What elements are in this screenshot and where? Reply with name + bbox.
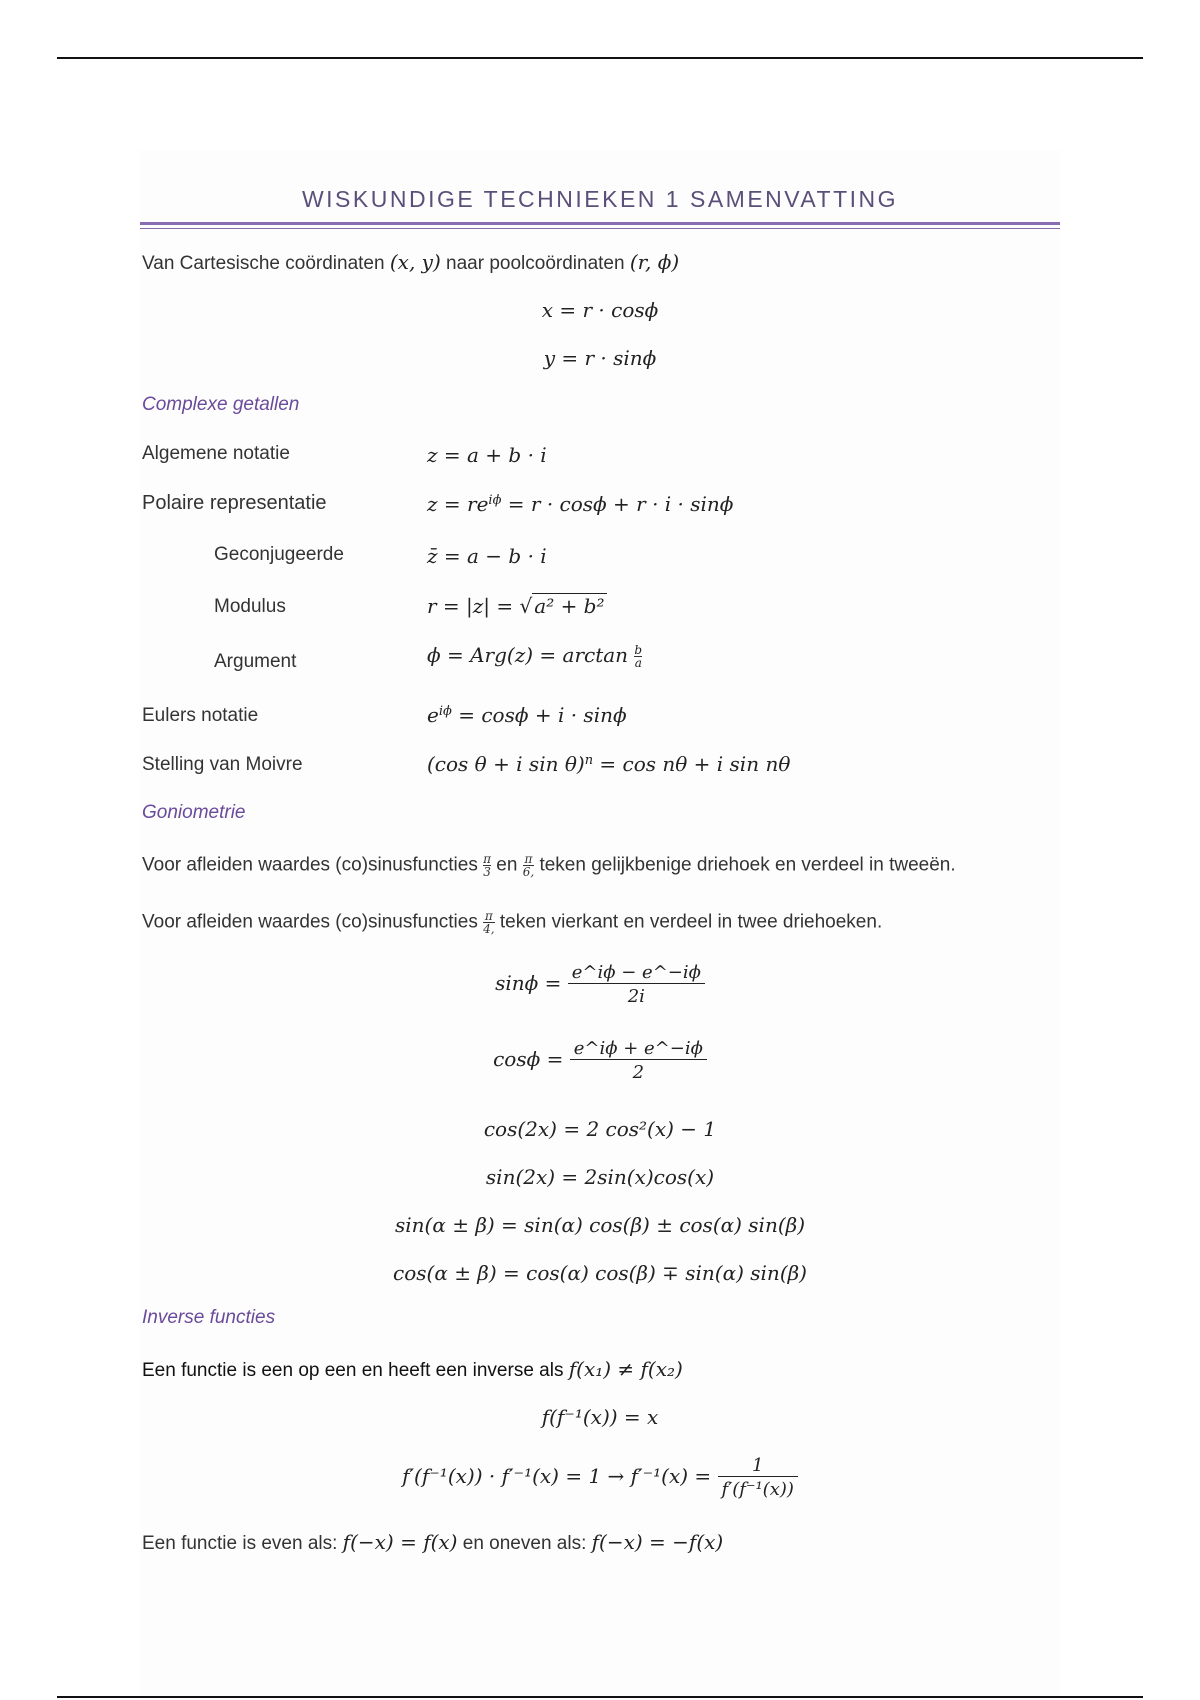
inverse-line2-m2: f(−x) = −f(x): [591, 1530, 724, 1554]
gonio-frac1-num: π: [483, 852, 492, 866]
inverse-line1-math: f(x₁) ≠ f(x₂): [568, 1357, 683, 1381]
eq-sin-exp: [140, 962, 1060, 1007]
euler-post: = cosϕ + i · sinϕ: [451, 703, 627, 727]
bottom-rule: [57, 1696, 1143, 1698]
gonio-line1-en: en: [491, 854, 523, 876]
euler-pre: e: [427, 703, 439, 727]
title-underline: [140, 222, 1060, 225]
label-polar-representation: Polaire representatie: [142, 492, 327, 514]
intro-polar-coords: (r, ϕ): [629, 250, 680, 274]
formula-argument: [427, 643, 642, 669]
argument-frac-den: a: [634, 656, 642, 670]
label-euler: Eulers notatie: [142, 705, 259, 726]
inverse-line-1: [142, 1357, 683, 1382]
gonio-frac2-num: π: [524, 852, 533, 866]
label-modulus: Modulus: [214, 596, 286, 617]
label-argument: Argument: [214, 651, 297, 672]
moivre-post: = cos nθ + i sin nθ: [593, 752, 791, 776]
eq-y-polar: y = r · sinϕ: [543, 346, 657, 370]
argument-frac-num: b: [634, 643, 643, 657]
cos-exp-lhs: cosϕ =: [493, 1047, 570, 1071]
heading-gonio: Goniometrie: [142, 802, 246, 823]
cos-exp-num: e^iϕ + e^−iϕ: [573, 1038, 703, 1059]
gonio-frac1-den: 3: [483, 865, 491, 879]
heading-complex: Complexe getallen: [142, 394, 300, 415]
inverse-deriv-lhs: f′(f⁻¹(x)) · f′⁻¹(x) = 1 → f′⁻¹(x) =: [402, 1464, 718, 1488]
formula-modulus: [427, 594, 607, 618]
gonio-frac3-den: 4,: [483, 922, 495, 936]
title-underline-thin: [140, 228, 1060, 229]
polar-post: = r · cosϕ + r · i · sinϕ: [501, 492, 734, 516]
gonio-frac3-num: π: [484, 909, 493, 923]
document-title: WISKUNDIGE TECHNIEKEN 1 SAMENVATTING: [301, 186, 899, 212]
intro-text-2: naar poolcoördinaten: [440, 253, 630, 274]
formula-general-notation: z = a + b · i: [427, 443, 547, 467]
modulus-pre: r = |z| = √: [427, 594, 533, 618]
inverse-line2-t1: Een functie is even als:: [142, 1533, 343, 1554]
label-moivre: Stelling van Moivre: [142, 754, 303, 775]
modulus-radicand: a² + b²: [534, 594, 605, 618]
gonio-line2-post: teken vierkant en verdeel in twee driehoeken.: [494, 911, 883, 933]
formula-polar-representation: [427, 492, 733, 516]
inverse-deriv-num: 1: [751, 1455, 764, 1476]
gonio-line1-post: teken gelijkbenige driehoek en verdeel in tweeën.: [534, 854, 956, 876]
moivre-sup: n: [584, 753, 594, 768]
label-general-notation: Algemene notatie: [142, 443, 290, 464]
eq-cos-sum: cos(α ± β) = cos(α) cos(β) ∓ sin(α) sin(β): [393, 1261, 807, 1285]
eq-inverse-derivative: [140, 1455, 1060, 1500]
eq-sin-double: sin(2x) = 2sin(x)cos(x): [485, 1165, 715, 1189]
formula-euler: [427, 703, 627, 727]
euler-sup: iϕ: [438, 704, 452, 719]
sin-exp-den: 2i: [568, 983, 705, 1007]
inverse-line2-m1: f(−x) = f(x): [342, 1530, 458, 1554]
inverse-deriv-den: f′(f⁻¹(x)): [718, 1476, 798, 1500]
inverse-line-2: [142, 1530, 723, 1555]
sin-exp-lhs: sinϕ =: [495, 971, 568, 995]
intro-line: [142, 250, 679, 275]
eq-sin-sum: sin(α ± β) = sin(α) cos(β) ± cos(α) sin(β): [395, 1213, 805, 1237]
sin-exp-num: e^iϕ − e^−iϕ: [571, 962, 701, 983]
intro-text-1: Van Cartesische coördinaten: [142, 253, 390, 274]
gonio-line-1: [142, 853, 956, 878]
top-rule: [57, 57, 1143, 59]
inverse-line2-t2: en oneven als:: [457, 1533, 592, 1554]
heading-inverse: Inverse functies: [142, 1307, 276, 1328]
moivre-pre: (cos θ + i sin θ): [427, 752, 585, 776]
cos-exp-den: 2: [570, 1059, 707, 1083]
argument-pre: ϕ = Arg(z) = arctan: [427, 643, 635, 667]
eq-inverse-identity: f(f⁻¹(x)) = x: [541, 1405, 659, 1429]
formula-conjugate: z̄ = a − b · i: [427, 544, 547, 568]
gonio-line1-pre: Voor afleiden waardes (co)sinusfuncties: [142, 854, 484, 876]
eq-x-polar: x = r · cosϕ: [541, 298, 659, 322]
intro-cart-coords: (x, y): [389, 250, 441, 274]
gonio-line2-pre: Voor afleiden waardes (co)sinusfuncties: [142, 911, 484, 933]
eq-cos-double: cos(2x) = 2 cos²(x) − 1: [483, 1117, 717, 1141]
formula-moivre: [427, 752, 790, 776]
polar-pre: z = re: [427, 492, 489, 516]
inverse-line1-text: Een functie is een op een en heeft een inverse als: [142, 1360, 569, 1381]
gonio-line-2: [142, 910, 882, 935]
label-conjugate: Geconjugeerde: [214, 544, 344, 565]
polar-sup: iϕ: [488, 493, 502, 508]
gonio-frac2-den: 6,: [522, 865, 535, 879]
eq-cos-exp: [140, 1038, 1060, 1083]
